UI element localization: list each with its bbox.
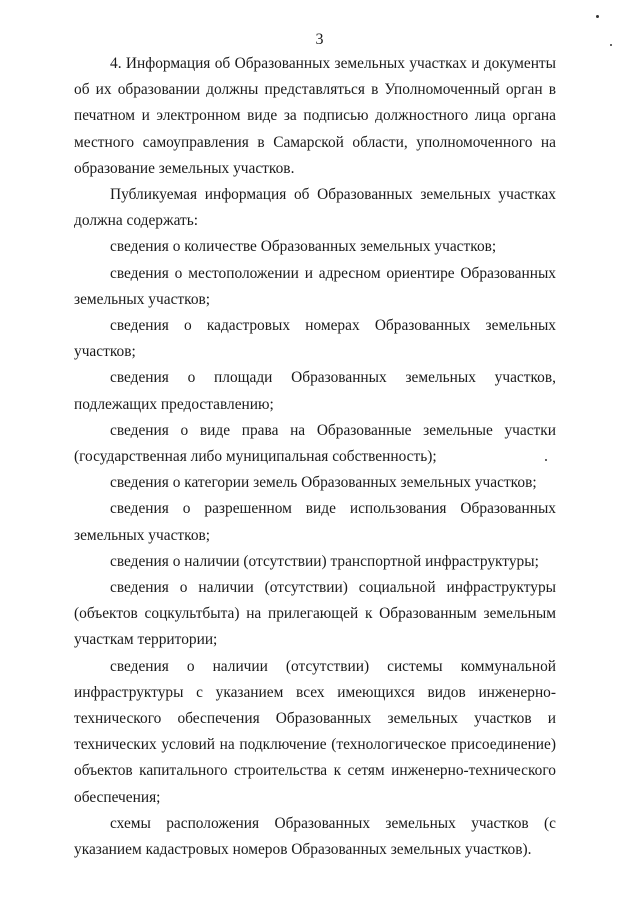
- document-body: [74, 51, 556, 863]
- list-item-utility-infrastructure: сведения о наличии (отсутствии) системы коммунальной инфраструктуры с указанием всех имеющихся видов инженерно-технического обеспечения Образованных земельных участков и технических условий на подключение (технологическое присоединение) объектов капитального строительства к сетям инженерно-технического обеспечения;: [74, 657, 556, 806]
- scan-speck: [596, 15, 599, 18]
- list-item-social-infrastructure: сведения о наличии (отсутствии) социальной инфраструктуры (объектов соцкультбыта) на прилегающей к Образованным земельным участкам территории;: [74, 579, 556, 649]
- list-item-cadastral-numbers: сведения о кадастровых номерах Образованных земельных участков;: [74, 317, 556, 361]
- list-item-transport-infrastructure: сведения о наличии (отсутствии) транспортной инфраструктуры;: [110, 552, 539, 570]
- list-item-quantity: сведения о количестве Образованных земельных участков;: [110, 238, 497, 256]
- list-item-location: сведения о местоположении и адресном ориентире Образованных земельных участков;: [74, 264, 556, 308]
- paragraph-published-info-intro: Публикуемая информация об Образованных земельных участках должна содержать:: [74, 186, 556, 230]
- list-item-layout-schemes: схемы расположения Образованных земельных участков (с указанием кадастровых номеров Образованных земельных участков).: [74, 814, 556, 859]
- list-item-area: сведения о площади Образованных земельных участков, подлежащих предоставлению;: [74, 369, 556, 413]
- list-item-land-category: сведения о категории земель Образованных земельных участков;: [110, 474, 537, 492]
- paragraph-information-submission: 4. Информация об Образованных земельных участках и документы об их образовании должны представляться в Уполномоченный орган в печатном и электронном виде за подписью должностного лица органа местного самоуправления в Самарской области, уполномоченного на образование земельных участков.: [74, 55, 556, 177]
- list-item-permitted-use: сведения о разрешенном виде использования Образованных земельных участков;: [74, 500, 556, 544]
- list-item-right-type: сведения о виде права на Образованные земельные участки (государственная либо муниципальная собственность);: [74, 421, 556, 466]
- page-number: 3: [315, 31, 324, 48]
